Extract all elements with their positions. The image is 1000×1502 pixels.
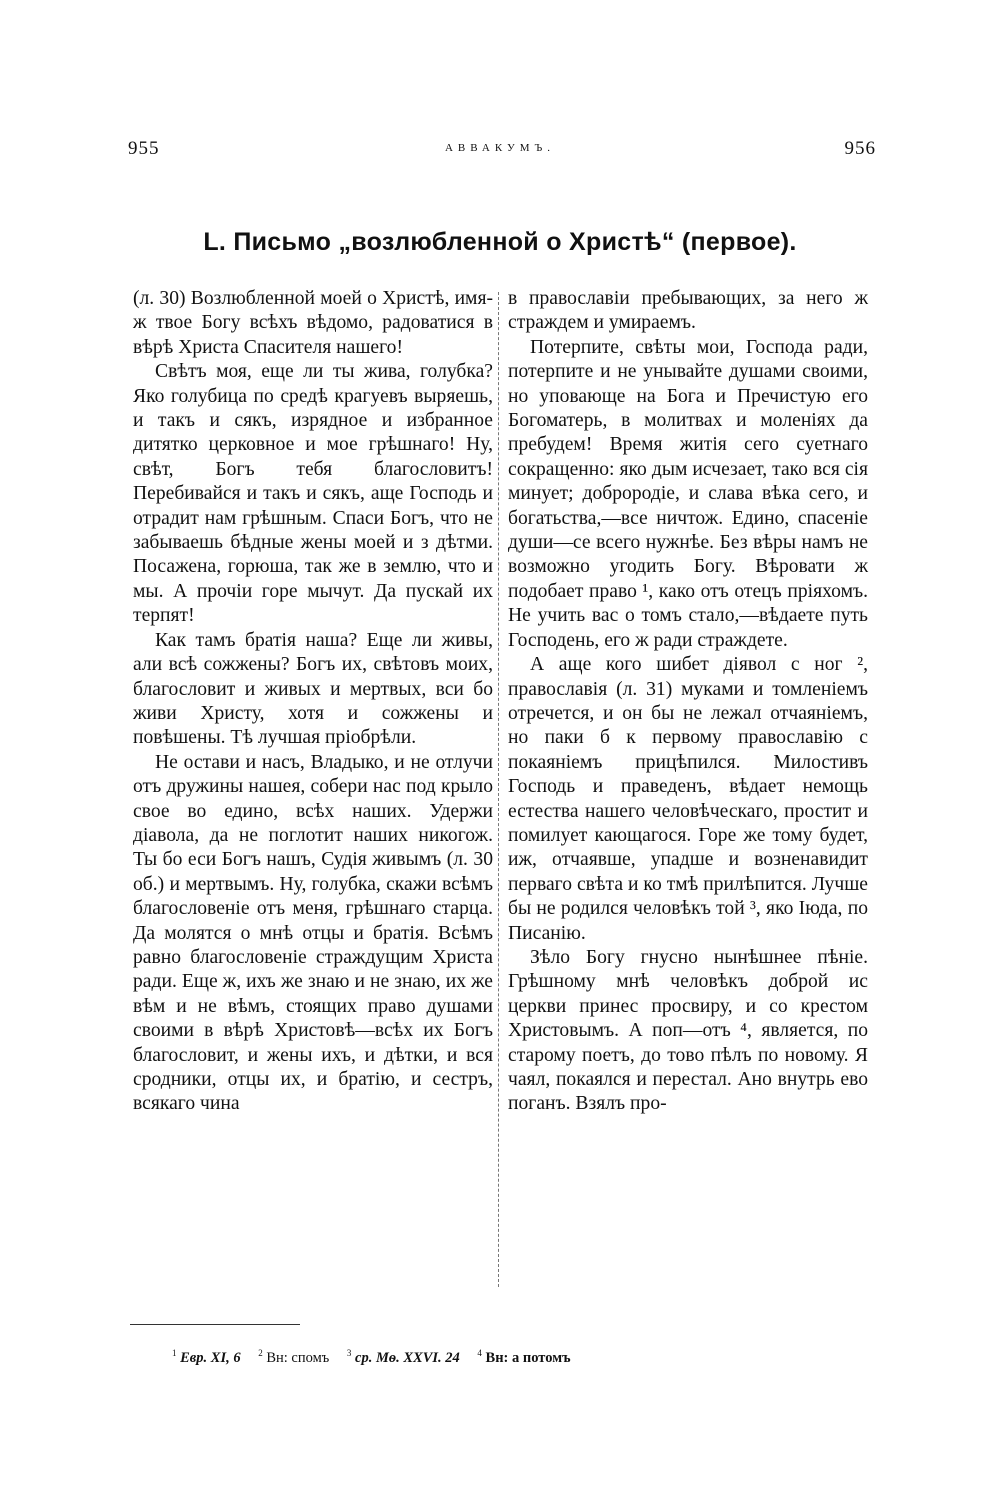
footnote-number: 3 xyxy=(346,1348,352,1358)
footnote-number: 1 xyxy=(172,1348,177,1358)
paragraph: Свѣтъ моя, еще ли ты жива, голубка? Яко голубица по средѣ крагуевъ выряешь, и такъ и сякъ, изрядное и избранное дитятко церковное и мое грѣшнаго! Ну, свѣт, Богъ тебя благословитъ! Перебивайся и такъ и сякъ, аще Господь и отрадит нам грѣшным. Спаси Богъ, что не забываешь бѣдные жены моей и з дѣтми. Посажена, горюша, так же в землю, что и мы. А прочіи горе мычут. Да пускай их терпят! xyxy=(133,361,493,627)
footnote-number: 2 xyxy=(258,1348,263,1358)
letter-title: L. Письмо „возлюбленной о Христѣ“ (первое). xyxy=(203,228,797,256)
footnote-rule xyxy=(130,1324,300,1325)
paragraph: Как тамъ братія наша? Еще ли живы, али всѣ сожжены? Богъ их, свѣтовъ моих, благословит и живых и мертвых, вси бо живи Христу, хотя и сожжены и повѣшены. Тѣ лучшая пріобрѣли. xyxy=(133,629,493,749)
paragraph: Не остави и насъ, Владыко, и не отлучи отъ дружины нашея, собери нас под крыло свое во едино, всѣх наших. Удержи діавола, да не поглотит наших никогож. Ты бо еси Богъ нашъ, Судія живымъ (л. 30 об.) и мертвымъ. Ну, голубка, скажи всѣмъ благословеніе отъ меня, грѣшнаго старца. Да молятся о мнѣ отцы и братія. Всѣмъ равно благословеніе страждущим Христа ради. Еще ж, ихъ же знаю и не знаю, их же вѣм и не вѣмъ, стоящих право душами своими в вѣрѣ Христовѣ—всѣх их Богъ благословит, и жены ихъ, и дѣтки, и вся сродники, отцы их, и братію, и сестръ, всякаго чина xyxy=(133,751,493,1115)
footnote-text: Вн: спомъ xyxy=(266,1349,330,1366)
footnote-text: Вн: а потомъ xyxy=(485,1349,571,1366)
footnote xyxy=(258,1350,329,1366)
left-column xyxy=(133,287,493,1117)
footnote xyxy=(347,1350,460,1366)
paragraph: в православіи пребывающих, за него ж страждем и умираемъ. xyxy=(508,288,868,334)
page-number-left: 955 xyxy=(128,138,160,159)
footnote xyxy=(172,1350,241,1366)
footnote xyxy=(477,1350,570,1366)
paragraph: А аще кого шибет діявол с ног ², православія (л. 31) муками и томленіемъ отречется, и он бы не лежал отчаяніемъ, но паки б к первому православію с покаяніемъ прицѣпился. Милостивъ Господь и праведенъ, вѣдает немощь естества нашего человѣческаго, простит и помилует кающагося. Горе же тому будет, иж, отчаявше, упадше и возненавидит перваго свѣта и ко тмѣ прилѣпится. Лучше бы не родился человѣкъ той ³, яко Іюда, по Писанію. xyxy=(508,654,868,944)
page-number-right: 956 xyxy=(844,138,876,159)
footnote-number: 4 xyxy=(477,1348,482,1358)
paragraph: Зѣло Богу гнусно нынѣшнее пѣніе. Грѣшному мнѣ человѣкъ доброй ис церкви принес просвиру, и со крестом Христовымъ. А поп—отъ ⁴, является, по старому поетъ, до тово пѣлъ по новому. Я чаял, покаялся и перестал. Ано внутрь ево поганъ. Взялъ про- xyxy=(508,946,868,1115)
right-column xyxy=(508,287,868,1117)
footnotes xyxy=(172,1348,585,1367)
column-divider xyxy=(498,292,499,1287)
running-title: АВВАКУМЪ. xyxy=(444,142,556,154)
footnote-text: ср. Мѳ. XXVI. 24 xyxy=(355,1349,460,1366)
paragraph: (л. 30) Возлюбленной моей о Христѣ, имя-ж твое Богу всѣхъ вѣдомо, радоватися в вѣрѣ Христа Спасителя нашего! xyxy=(133,288,493,358)
footnote-text: Евр. XI, 6 xyxy=(180,1349,241,1366)
paragraph: Потерпите, свѣты мои, Господа ради, потерпите и не унывайте душами своими, но уповающе на Бога и Пречистую его Богоматерь, в молитвах и моленіях да пребудем! Время житія сего суетнаго сокращенно: яко дым исчезает, тако вся сія минует; доброродіе, и слава вѣка сего, и богатьства,—все ничтож. Едино, спасеніе души—се всего нужнѣе. Без вѣры намъ не возможно угодить Богу. Вѣровати ж подобает право ¹, како отъ отецъ пріяхомъ. Не учить вас о томъ стало,—вѣдаете путь Господень, его ж ради страждете. xyxy=(508,336,868,651)
